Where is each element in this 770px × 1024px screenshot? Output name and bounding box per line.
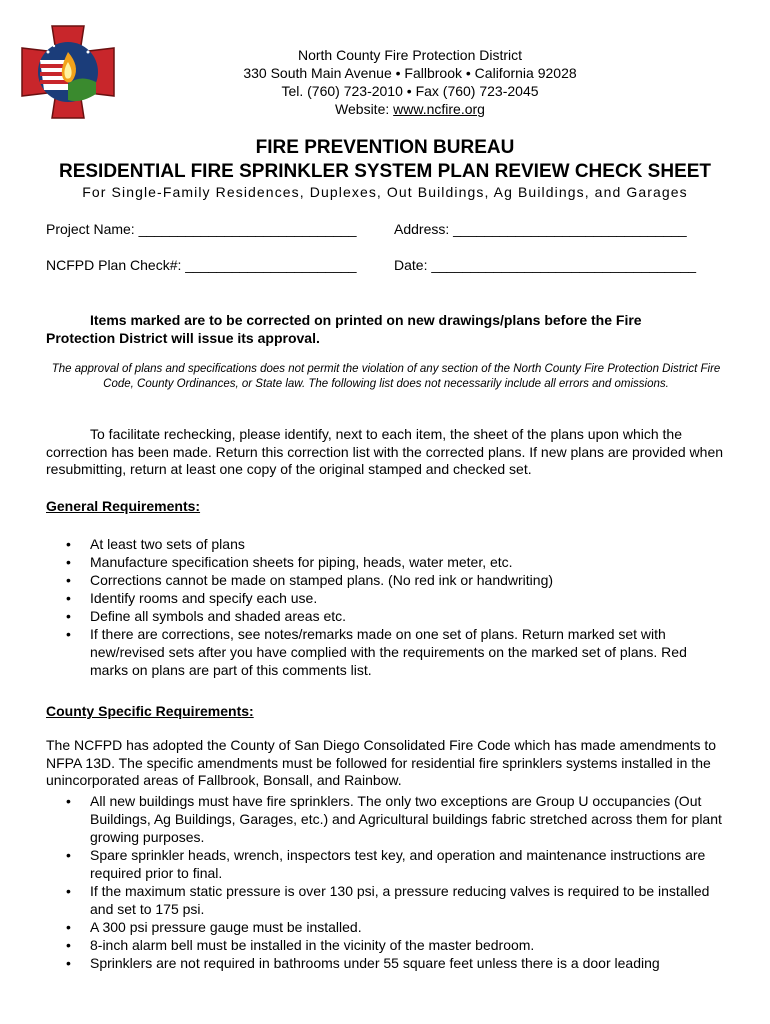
bullet-icon: •	[66, 955, 71, 971]
bullet-icon: •	[66, 919, 71, 935]
bullet-icon: •	[66, 572, 71, 588]
bullet-icon: •	[66, 608, 71, 624]
bullet-icon: •	[66, 793, 71, 809]
list-item: • Identify rooms and specify each use.	[66, 590, 318, 606]
list-item: • If there are corrections, see notes/remarks made on one set of plans. Return marked set with new/revised sets after you have complied with the requirements on the marked set of plans. Red marks on plans are part of this comments list.	[66, 626, 687, 678]
bullet-icon: •	[66, 626, 71, 642]
bullet-icon: •	[66, 536, 71, 552]
list-item: • At least two sets of plans	[66, 536, 245, 552]
address-field[interactable]: Address: ______________________________	[394, 221, 687, 237]
disclaimer: The approval of plans and specifications does not permit the violation of any section of the North County Fire Protection District Fire Code, County Ordinances, or State law. The following list does not necessarily include all errors and omissions.	[51, 363, 721, 390]
website-label: Website:	[335, 101, 394, 117]
fire-district-logo	[18, 22, 118, 122]
date-field[interactable]: Date: __________________________________	[394, 257, 697, 273]
list-item: • A 300 psi pressure gauge must be installed.	[66, 919, 362, 935]
bullet-icon: •	[66, 847, 71, 863]
bullet-icon: •	[66, 590, 71, 606]
correction-notice	[46, 311, 726, 347]
bullet-icon: •	[66, 937, 71, 953]
document-subtitle: For Single-Family Residences, Duplexes, Out Buildings, Ag Buildings, and Garages	[82, 184, 688, 200]
list-item: • Corrections cannot be made on stamped plans. (No red ink or handwriting)	[66, 572, 554, 588]
bullet-icon: •	[66, 883, 71, 899]
correction-notice-line2: Protection District will issue its approval.	[46, 330, 320, 346]
list-item: • Define all symbols and shaded areas etc.	[66, 608, 347, 624]
letterhead	[130, 46, 690, 118]
general-requirements-heading: General Requirements:	[46, 498, 201, 514]
bureau-title: FIRE PREVENTION BUREAU	[255, 137, 515, 158]
website-link[interactable]: www.ncfire.org	[393, 101, 485, 117]
list-item: • 8-inch alarm bell must be installed in the vicinity of the master bedroom.	[66, 937, 535, 953]
county-intro: The NCFPD has adopted the County of San Diego Consolidated Fire Code which has made amendments to NFPA 13D. The specific amendments must be followed for residential fire sprinklers systems installed in the unincorporated areas of Fallbrook, Bonsall, and Rainbow.	[46, 737, 717, 788]
county-requirements-list	[46, 792, 726, 972]
list-item: • Sprinklers are not required in bathrooms under 55 square feet unless there is a door leading	[66, 955, 660, 971]
org-website	[130, 100, 690, 118]
recheck-paragraph	[46, 426, 726, 479]
general-requirements-list	[46, 535, 726, 679]
org-address: 330 South Main Avenue • Fallbrook • California 92028	[243, 65, 577, 81]
bullet-icon: •	[66, 554, 71, 570]
list-item: • Spare sprinkler heads, wrench, inspectors test key, and operation and maintenance instructions are required prior to final.	[66, 847, 706, 881]
org-phone: Tel. (760) 723-2010 • Fax (760) 723-2045	[281, 83, 539, 99]
org-name: North County Fire Protection District	[297, 47, 523, 63]
document-title: RESIDENTIAL FIRE SPRINKLER SYSTEM PLAN REVIEW CHECK SHEET	[58, 161, 712, 182]
list-item: • All new buildings must have fire sprinklers. The only two exceptions are Group U occupancies (Out Buildings, Ag Buildings, Garages, etc.) and Agricultural buildings fabric stretched across them for plant growing purposes.	[66, 793, 722, 845]
recheck-text: To facilitate rechecking, please identify, next to each item, the sheet of the plans upon which the correction has been made. Return this correction list with the corrected plans. If new plans are provided when resubmitting, return at least one copy of the original stamped and checked set.	[46, 426, 724, 477]
list-item: • Manufacture specification sheets for piping, heads, water meter, etc.	[66, 554, 513, 570]
plan-check-field[interactable]: NCFPD Plan Check#: ______________________	[46, 257, 357, 273]
list-item: • If the maximum static pressure is over 130 psi, a pressure reducing valves is required to be installed and set to 175 psi.	[66, 883, 710, 917]
county-requirements-heading: County Specific Requirements:	[46, 703, 254, 719]
project-name-field[interactable]: Project Name: ____________________________	[46, 221, 357, 237]
correction-notice-line1: Items marked are to be corrected on printed on new drawings/plans before the Fire	[90, 312, 642, 328]
